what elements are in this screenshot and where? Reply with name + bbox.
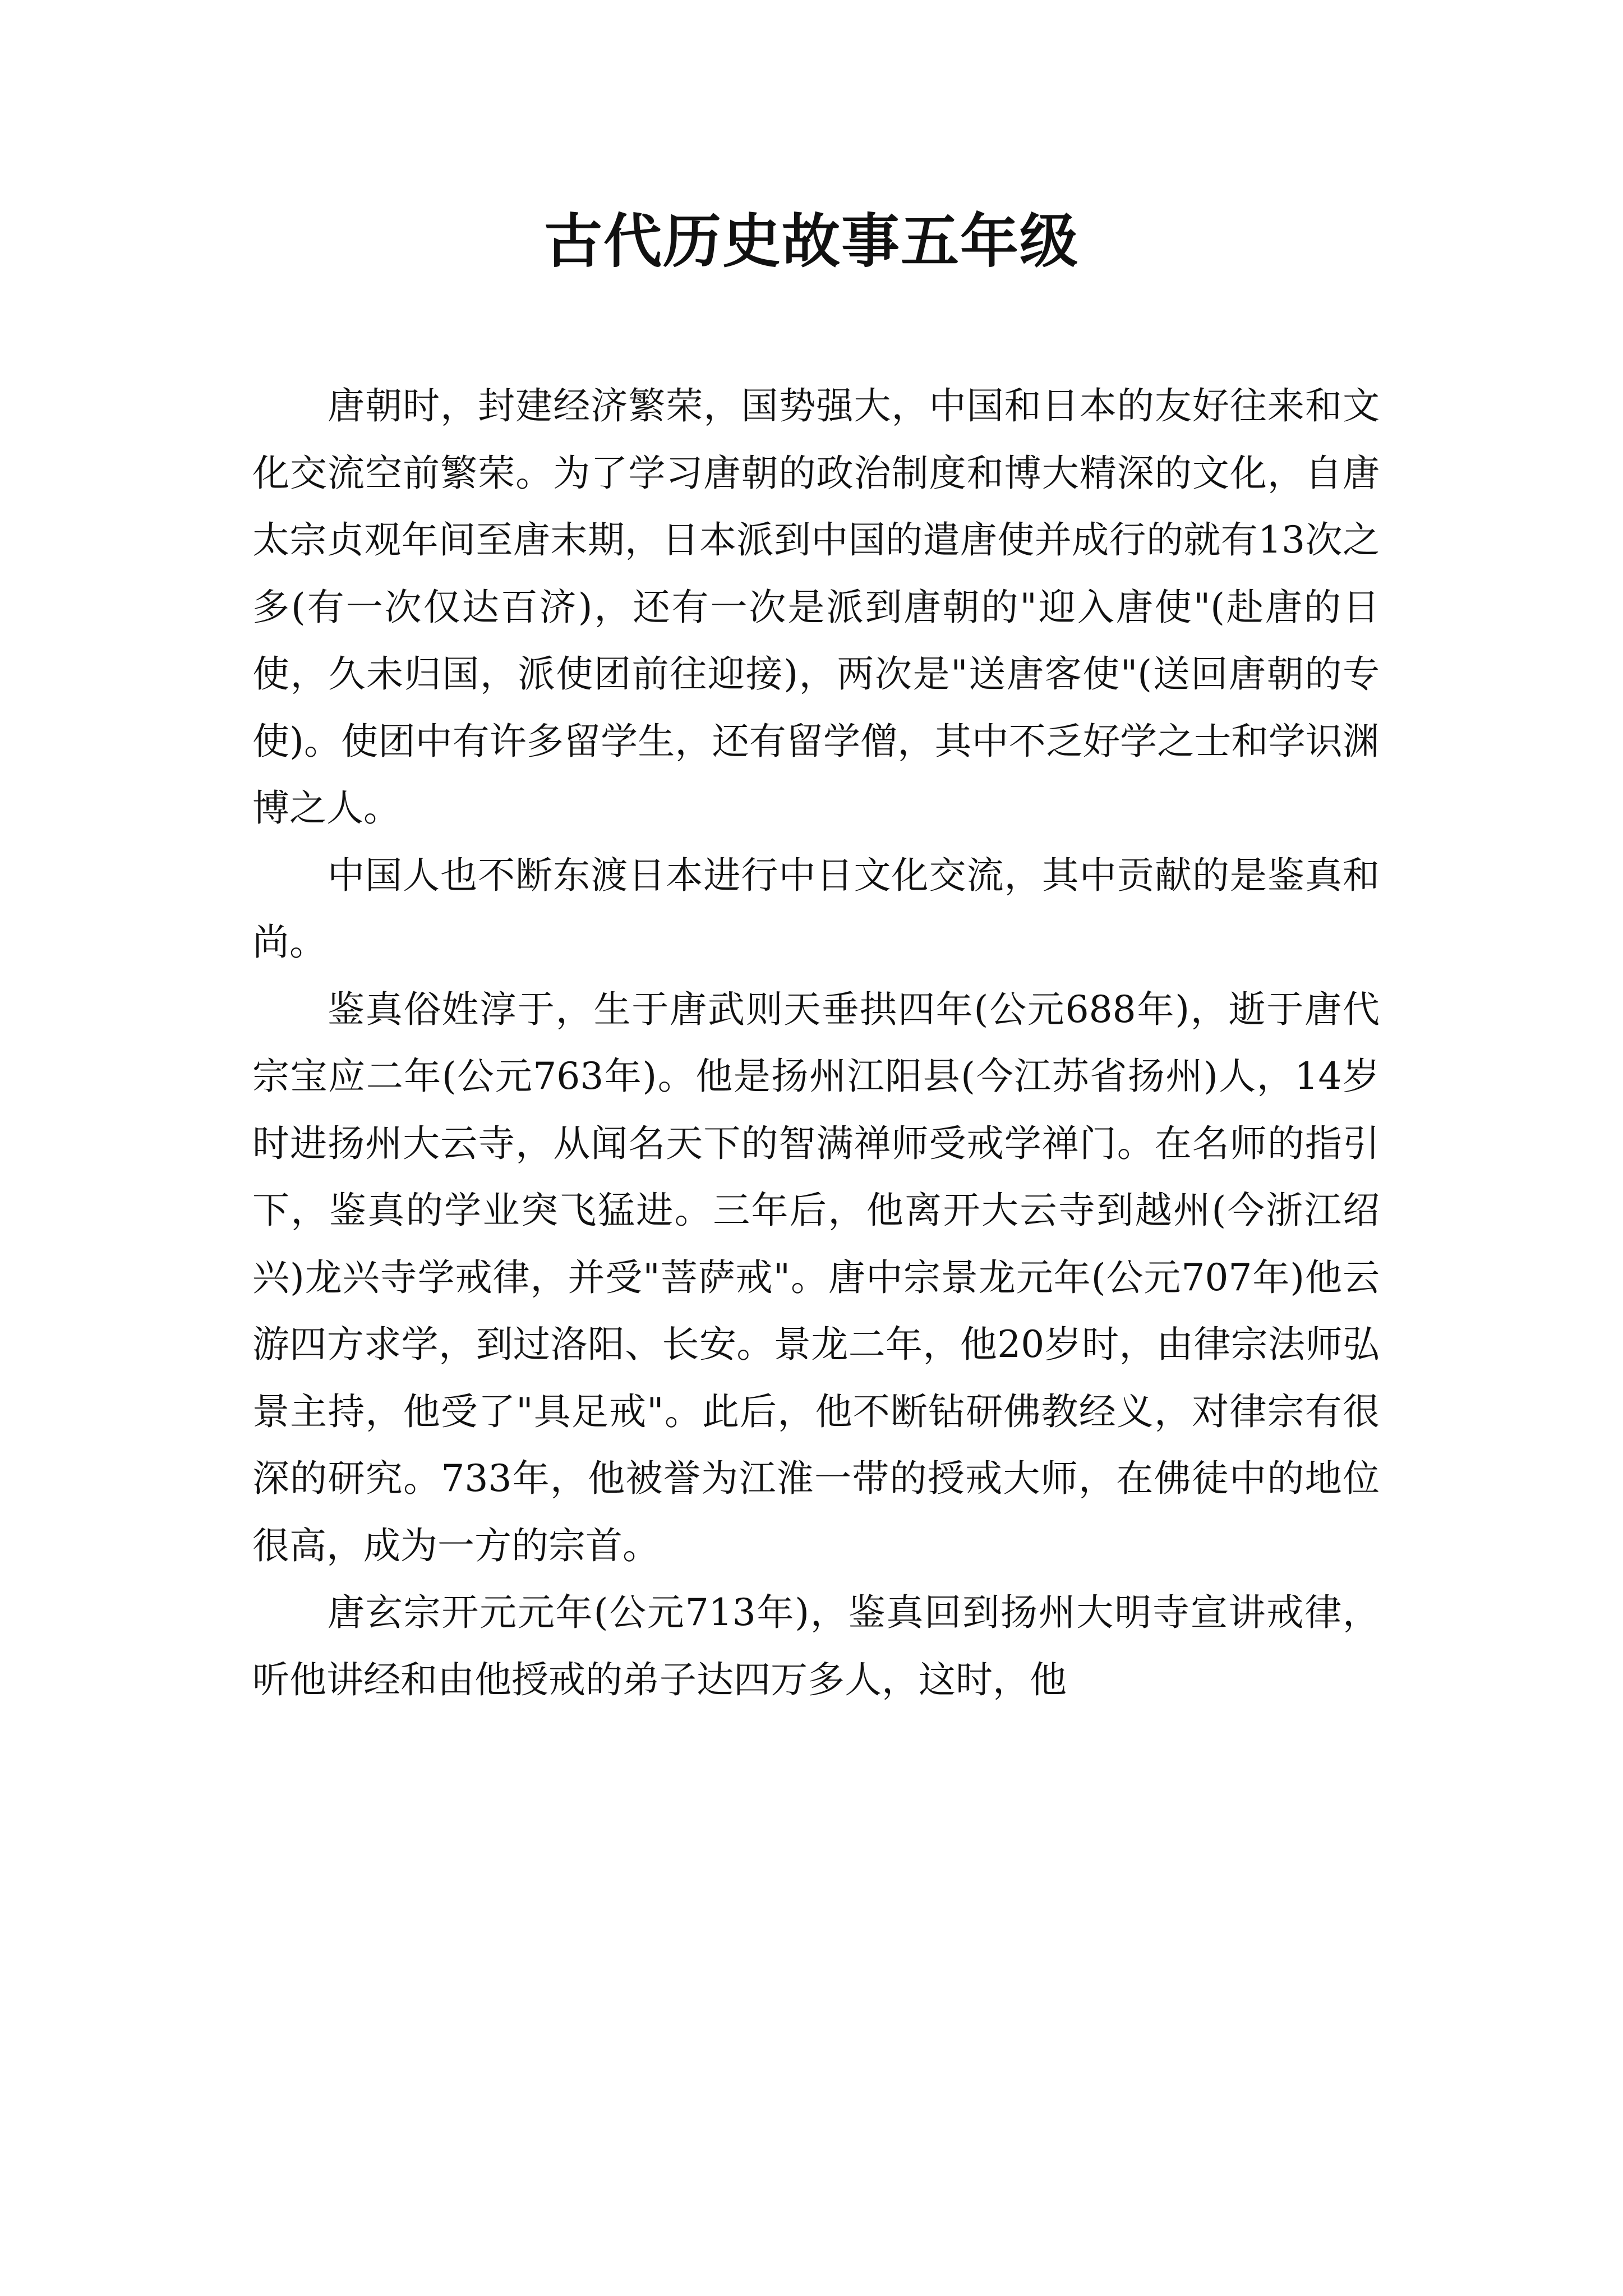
paragraph-3: 鉴真俗姓淳于，生于唐武则天垂拱四年(公元688年)，逝于唐代宗宝应二年(公元763年)。他是扬州江阳县(今江苏省扬州)人，14岁时进扬州大云寺，从闻名天下的智满禅师受戒学禅门。在名师的指引下，鉴真的学业突飞猛进。三年后，他离开大云寺到越州(今浙江绍兴)龙兴寺学戒律，并受"菩萨戒"。唐中宗景龙元年(公元707年)他云游四方求学，到过洛阳、长安。景龙二年，他20岁时，由律宗法师弘景主持，他受了"具足戒"。此后，他不断钻研佛教经义，对律宗有很深的研究。733年，他被誉为江淮一带的授戒大师，在佛徒中的地位很高，成为一方的宗首。 <box>252 987 1380 1567</box>
paragraph-4: 唐玄宗开元元年(公元713年)，鉴真回到扬州大明寺宣讲戒律，听他讲经和由他授戒的弟子达四万多人，这时，他 <box>252 1591 1380 1701</box>
document-body <box>252 372 1380 1713</box>
paragraph-1: 唐朝时，封建经济繁荣，国势强大，中国和日本的友好往来和文化交流空前繁荣。为了学习唐朝的政治制度和博大精深的文化，自唐太宗贞观年间至唐末期，日本派到中国的遣唐使并成行的就有13次之多(有一次仅达百济)，还有一次是派到唐朝的"迎入唐使"(赴唐的日使，久未归国，派使团前往迎接)，两次是"送唐客使"(送回唐朝的专使)。使团中有许多留学生，还有留学僧，其中不乏好学之士和学识渊博之人。 <box>252 384 1380 830</box>
paragraph-2: 中国人也不断东渡日本进行中日文化交流，其中贡献的是鉴真和尚。 <box>252 853 1380 964</box>
document-title: 古代历史故事五年级 <box>543 206 1079 275</box>
